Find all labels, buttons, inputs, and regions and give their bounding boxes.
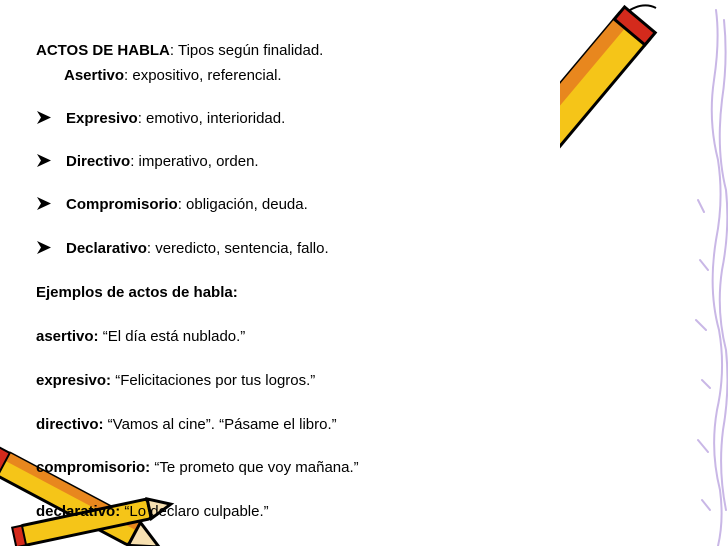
example-expresivo: expresivo: “Felicitaciones por tus logros.” xyxy=(36,372,316,389)
examples-title: Ejemplos de actos de habla: xyxy=(36,284,238,301)
bullet-directivo: Directivo: imperativo, orden. xyxy=(37,153,259,171)
example-declarativo: declarativo: “Lo declaro culpable.” xyxy=(36,503,269,520)
example-directivo: directivo: “Vamos al cine”. “Pásame el libro.” xyxy=(36,416,337,433)
bullet-expresivo: Expresivo: emotivo, interioridad. xyxy=(37,110,285,128)
example-compromisorio: compromisorio: “Te prometo que voy mañana.” xyxy=(36,459,359,476)
slide-heading: ACTOS DE HABLA: Tipos según finalidad. xyxy=(36,42,324,59)
asertivo-line: Asertivo: expositivo, referencial. xyxy=(64,67,282,84)
arrow-bullet-icon xyxy=(37,111,51,124)
example-asertivo: asertivo: “El día está nublado.” xyxy=(36,328,246,345)
arrow-bullet-icon xyxy=(37,197,51,210)
arrow-bullet-icon xyxy=(37,241,51,254)
arrow-bullet-icon xyxy=(37,154,51,167)
bullet-declarativo: Declarativo: veredicto, sentencia, fallo. xyxy=(37,240,329,258)
bullet-compromisorio: Compromisorio: obligación, deuda. xyxy=(37,196,308,214)
pencil-icon xyxy=(560,0,728,160)
